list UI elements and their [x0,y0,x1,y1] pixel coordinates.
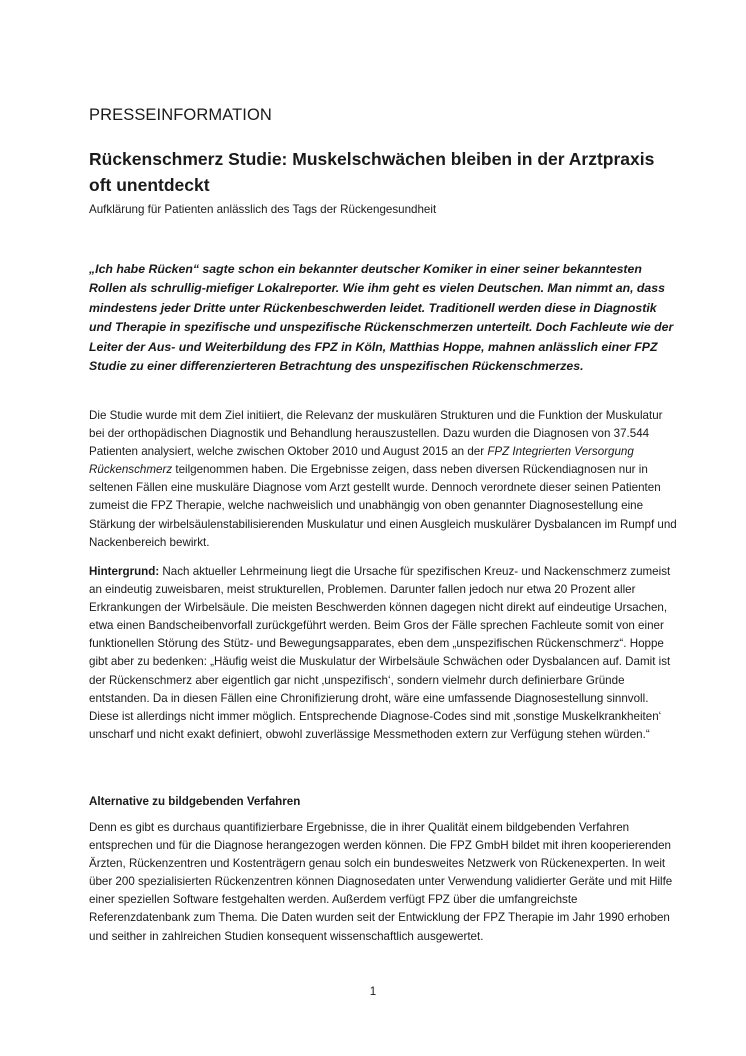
page-number: 1 [369,985,377,998]
background-label: Hintergrund: [89,565,160,578]
body-paragraph-alternative: Denn es gibt es durchaus quantifizierbare Ergebnisse, die in ihrer Qualität einem bildgebenden Verfahren entsprechen und für die Diagnose herangezogen werden können. Die FPZ GmbH bildet mit ihren kooperierenden Ärzten, Rückenzentren und Kostenträgern genau solch ein bundesweites Netzwerk von Rückenexperten. In weit über 200 spezialisierten Rückenzentren können Diagnosedaten unter Verwendung validierter Geräte und mit Hilfe einer speziellen Software festgehalten werden. Außerdem verfügt FPZ über die umfangreichste Referenzdatenbank zum Thema. Die Daten wurden seit der Entwicklung der FPZ Therapie im Jahr 1990 erhoben und seither in zahlreichen Studien konsequent wissenschaftlich ausgewertet. [89,821,673,943]
lead-paragraph: „Ich habe Rücken“ sagte schon ein bekannter deutscher Komiker in einer seiner bekanntesten Rollen als schrullig-miefiger Lokalreporter. Wie ihm geht es vielen Deutschen. Man nimmt an, dass mindestens jeder Dritte unter Rückenbeschwerden leidet. Traditionell werden diese in Diagnostik und Therapie in spezifische und unspezifische Rückenschmerzen unterteilt. Doch Fachleute wie der Leiter der Aus- und Weiterbildung des FPZ in Köln, Matthias Hoppe, mahnen anlässlich einer FPZ Studie zu einer differenzierteren Betrachtung des unspezifischen Rückenschmerzes. [89,262,674,374]
subline: Aufklärung für Patienten anlässlich des Tags der Rückengesundheit [89,203,437,216]
subheading: Alternative zu bildgebenden Verfahren [89,795,301,808]
body-paragraph-study [89,407,679,552]
body-paragraph-background [89,563,679,744]
press-info-label: PRESSEINFORMATION [89,106,272,124]
study-text-start: Die Studie wurde mit dem Ziel initiiert, die Relevanz der muskulären Strukturen und die Funktion der Muskulatur bei der orthopädischen Diagnostik und Behandlung herauszustellen. Dazu wurden die Diagnosen von 37.544 Patienten analysiert, welche zwischen Oktober 2010 und August 2015 an der [89,409,663,459]
study-text-end: teilgenommen haben. Die Ergebnisse zeigen, dass neben diversen Rückendiagnosen nur in seltenen Fällen eine muskuläre Diagnose vom Arzt gestellt wurde. Dennoch verordnete dieser seinen Patienten zumeist die FPZ Therapie, welche nachweislich und unabhängig von oben genannter Diagnosestellung eine Stärkung der wirbelsäulenstabilisierenden Muskulatur und einen Ausgleich muskulärer Dysbalancen im Rumpf und Nackenbereich bewirkt. [89,463,677,549]
headline: Rückenschmerz Studie: Muskelschwächen bleiben in der Arztpraxis oft unentdeckt [89,149,655,195]
program-name: FPZ Integrierten Versorgung Rückenschmerz [89,445,634,477]
background-text: Nach aktueller Lehrmeinung liegt die Ursache für spezifischen Kreuz- und Nackenschmerz zumeist an eindeutig zuweisbaren, meist strukturellen, Problemen. Darunter fallen jedoch nur etwa 20 Prozent aller Erkrankungen der Wirbelsäule. Die meisten Beschwerden können dagegen nicht direkt auf eindeutige Ursachen, etwa einen Bandscheibenvorfall zurückgeführt werden. Beim Gros der Fälle sprechen Fachleute somit von einer funktionellen Störung des Stütz- und Bewegungsapparates, eben dem „unspezifischen Rückenschmerz“. Hoppe gibt aber zu bedenken: „Häufig weist die Muskulatur der Wirbelsäule Schwächen oder Dysbalancen auf. Damit ist der Rückenschmerz aber eigentlich gar nicht ‚unspezifisch‘, sondern vielmehr durch definierbare Gründe entstanden. Da in diesen Fällen eine Chronifizierung droht, wäre eine umfassende Diagnosestellung sinnvoll. Diese ist allerdings nicht immer möglich. Entsprechende Diagnose-Codes sind mit ‚sonstige Muskelkrankheiten‘ unscharf und nicht exakt definiert, obwohl zuverlässige Messmethoden extern zur Verfügung stehen würden.“ [89,565,671,741]
